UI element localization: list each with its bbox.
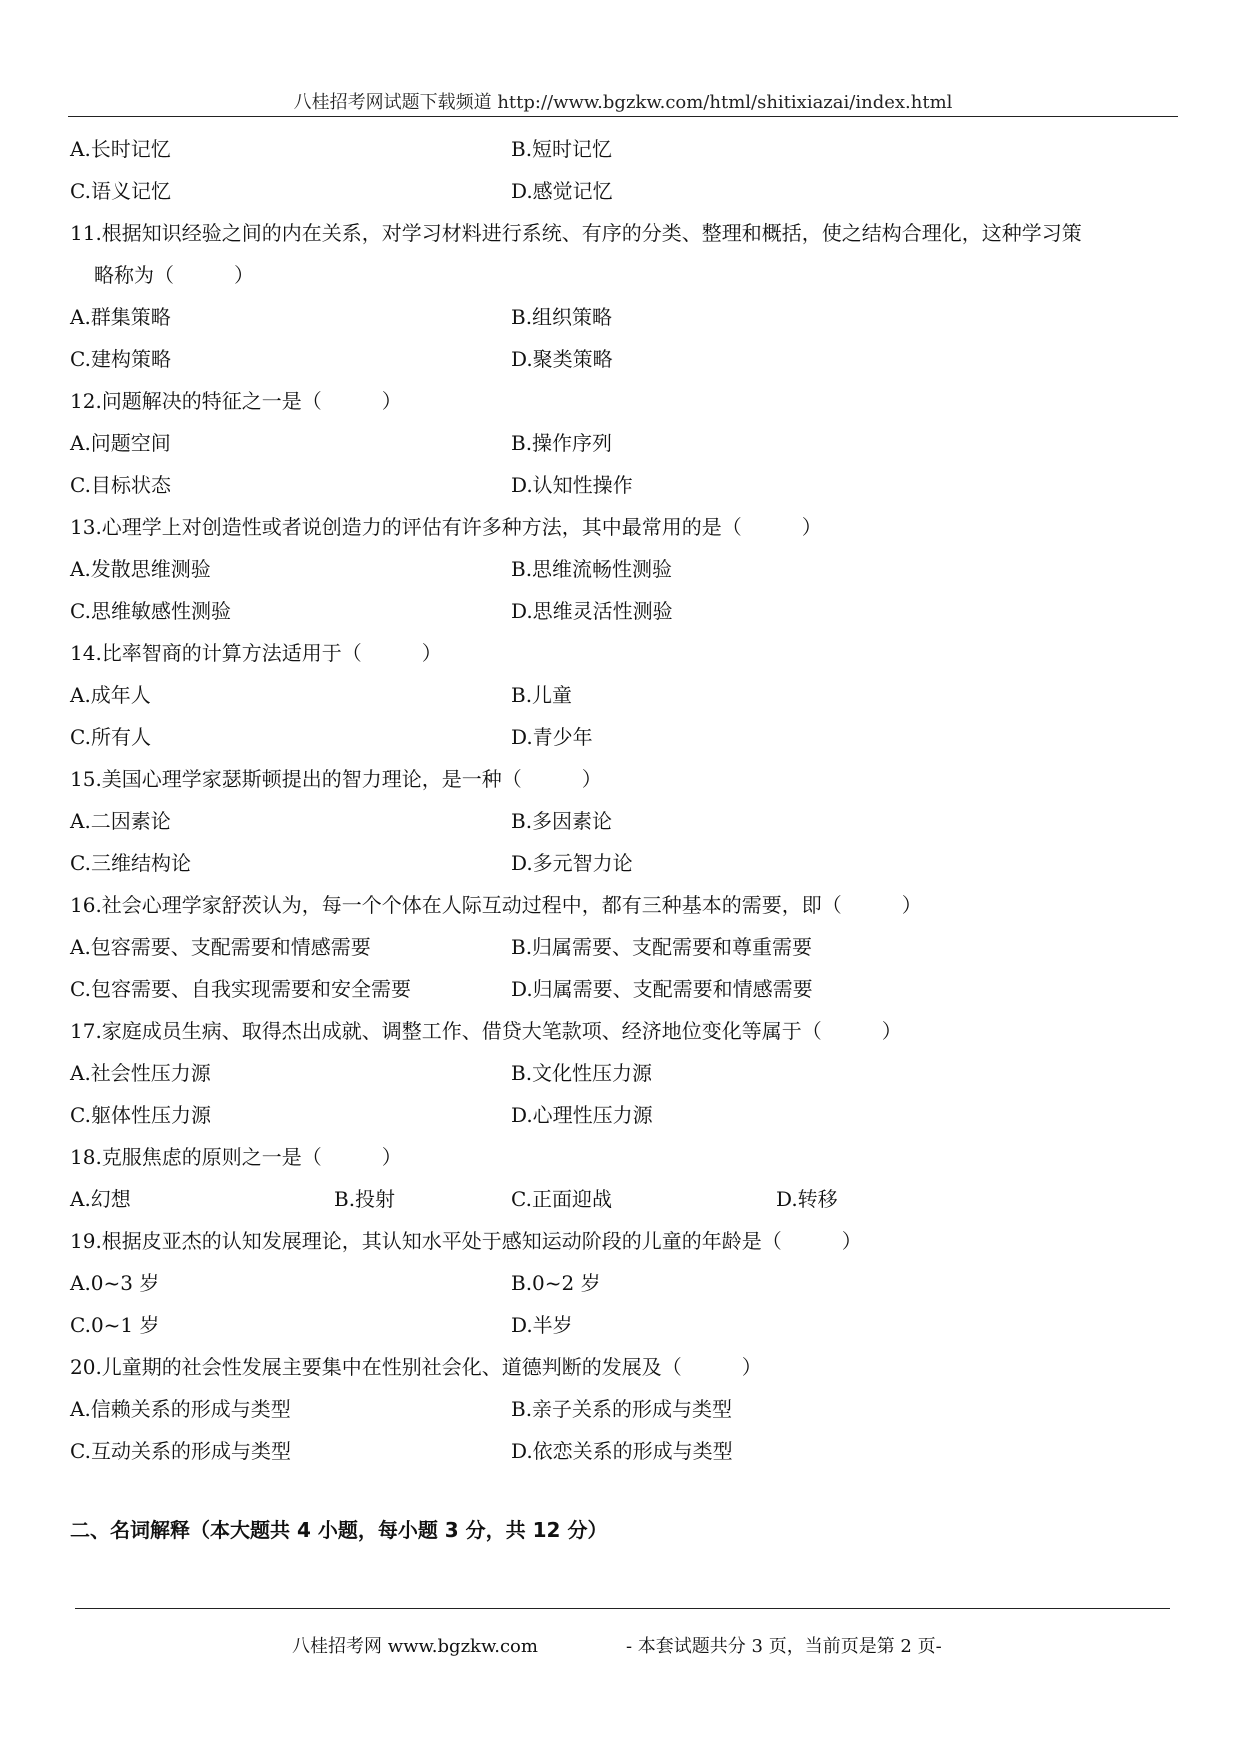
q11-option-b: B.组织策略 <box>511 305 613 329</box>
q10-option-c: C.语义记忆 <box>70 179 171 203</box>
q12-option-b: B.操作序列 <box>511 431 613 455</box>
q19-option-a: A.0~3 岁 <box>70 1271 160 1295</box>
q17-option-b: B.文化性压力源 <box>511 1061 653 1085</box>
q16-options-row-2 <box>70 968 1180 1010</box>
q13-options-row-2 <box>70 590 1180 632</box>
q11-option-c: C.建构策略 <box>70 347 171 371</box>
q15-options-row-2 <box>70 842 1180 884</box>
q13-option-c: C.思维敏感性测验 <box>70 599 231 623</box>
q12-option-c: C.目标状态 <box>70 473 171 497</box>
q11-stem-cont: 略称为（ ） <box>94 263 254 287</box>
q16-option-c: C.包容需要、自我实现需要和安全需要 <box>70 977 411 1001</box>
q20-option-a: A.信赖关系的形成与类型 <box>70 1397 291 1421</box>
header-divider <box>68 116 1178 117</box>
q17-stem: 17.家庭成员生病、取得杰出成就、调整工作、借贷大笔款项、经济地位变化等属于（ ） <box>70 1019 902 1043</box>
q19-options-row-2 <box>70 1304 1180 1346</box>
q17-option-c: C.躯体性压力源 <box>70 1103 211 1127</box>
q14-options-row-2 <box>70 716 1180 758</box>
q14-option-a: A.成年人 <box>70 683 151 707</box>
q17-options-row-1 <box>70 1052 1180 1094</box>
footer-page-info: - 本套试题共分 3 页，当前页是第 2 页- <box>626 1636 942 1657</box>
q19-option-d: D.半岁 <box>511 1313 573 1337</box>
q14-option-c: C.所有人 <box>70 725 151 749</box>
q19-option-c: C.0~1 岁 <box>70 1313 160 1337</box>
q13-option-d: D.思维灵活性测验 <box>511 599 673 623</box>
q18-option-b: B.投射 <box>334 1187 396 1211</box>
q10-option-b: B.短时记忆 <box>511 137 613 161</box>
q10-option-d: D.感觉记忆 <box>511 179 613 203</box>
q13-options-row-1 <box>70 548 1180 590</box>
q20-option-d: D.依恋关系的形成与类型 <box>511 1439 733 1463</box>
q15-option-a: A.二因素论 <box>70 809 171 833</box>
q18-option-c: C.正面迎战 <box>511 1187 612 1211</box>
q15-option-c: C.三维结构论 <box>70 851 191 875</box>
q17-options-row-2 <box>70 1094 1180 1136</box>
q16-option-d: D.归属需要、支配需要和情感需要 <box>511 977 813 1001</box>
section-2-title: 二、名词解释（本大题共 4 小题，每小题 3 分，共 12 分） <box>70 1518 608 1542</box>
q20-option-c: C.互动关系的形成与类型 <box>70 1439 291 1463</box>
q13-option-a: A.发散思维测验 <box>70 557 211 581</box>
q18-option-d: D.转移 <box>776 1187 838 1211</box>
question-list <box>70 128 1180 1472</box>
q12-stem: 12.问题解决的特征之一是（ ） <box>70 389 402 413</box>
q13-option-b: B.思维流畅性测验 <box>511 557 673 581</box>
q14-option-b: B.儿童 <box>511 683 573 707</box>
q10-options-row-1 <box>70 128 1180 170</box>
q11-options-row-2 <box>70 338 1180 380</box>
q10-options-row-2 <box>70 170 1180 212</box>
q19-option-b: B.0~2 岁 <box>511 1271 601 1295</box>
q17-option-a: A.社会性压力源 <box>70 1061 211 1085</box>
q16-stem: 16.社会心理学家舒茨认为，每一个个体在人际互动过程中，都有三种基本的需要，即（ ） <box>70 893 922 917</box>
q20-options-row-1 <box>70 1388 1180 1430</box>
q11-option-d: D.聚类策略 <box>511 347 613 371</box>
q13-stem: 13.心理学上对创造性或者说创造力的评估有许多种方法，其中最常用的是（ ） <box>70 515 822 539</box>
q18-stem: 18.克服焦虑的原则之一是（ ） <box>70 1145 402 1169</box>
q11-options-row-1 <box>70 296 1180 338</box>
q14-option-d: D.青少年 <box>511 725 593 749</box>
q15-stem: 15.美国心理学家瑟斯顿提出的智力理论，是一种（ ） <box>70 767 602 791</box>
q12-options-row-2 <box>70 464 1180 506</box>
q19-options-row-1 <box>70 1262 1180 1304</box>
q19-stem: 19.根据皮亚杰的认知发展理论，其认知水平处于感知运动阶段的儿童的年龄是（ ） <box>70 1229 862 1253</box>
q15-option-d: D.多元智力论 <box>511 851 633 875</box>
q20-stem: 20.儿童期的社会性发展主要集中在性别社会化、道德判断的发展及（ ） <box>70 1355 762 1379</box>
q15-option-b: B.多因素论 <box>511 809 613 833</box>
q12-option-a: A.问题空间 <box>70 431 171 455</box>
q12-option-d: D.认知性操作 <box>511 473 633 497</box>
q16-options-row-1 <box>70 926 1180 968</box>
q16-option-a: A.包容需要、支配需要和情感需要 <box>70 935 371 959</box>
q11-option-a: A.群集策略 <box>70 305 171 329</box>
q18-option-a: A.幻想 <box>70 1187 131 1211</box>
footer-divider <box>75 1608 1170 1609</box>
q10-option-a: A.长时记忆 <box>70 137 171 161</box>
q16-option-b: B.归属需要、支配需要和尊重需要 <box>511 935 813 959</box>
q14-options-row-1 <box>70 674 1180 716</box>
q20-option-b: B.亲子关系的形成与类型 <box>511 1397 733 1421</box>
page-header: 八桂招考网试题下载频道 http://www.bgzkw.com/html/shitixiazai/index.html <box>293 92 953 113</box>
q14-stem: 14.比率智商的计算方法适用于（ ） <box>70 641 442 665</box>
q18-options-row <box>70 1178 1180 1220</box>
q15-options-row-1 <box>70 800 1180 842</box>
q20-options-row-2 <box>70 1430 1180 1472</box>
q17-option-d: D.心理性压力源 <box>511 1103 653 1127</box>
footer-site: 八桂招考网 www.bgzkw.com <box>292 1636 538 1657</box>
q12-options-row-1 <box>70 422 1180 464</box>
q11-stem: 11.根据知识经验之间的内在关系，对学习材料进行系统、有序的分类、整理和概括，使之结构合理化，这种学习策 <box>70 221 1082 245</box>
